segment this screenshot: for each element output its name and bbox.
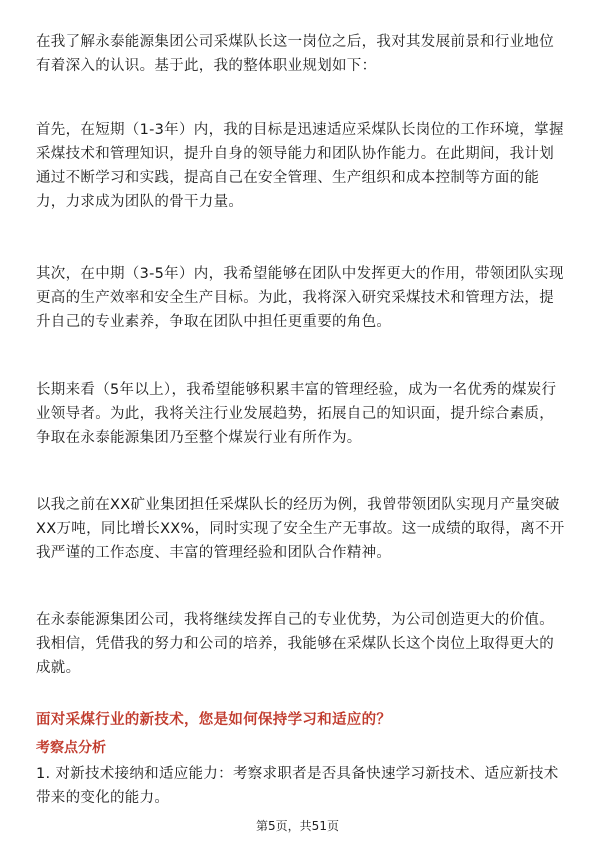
paragraph-intro: 在我了解永泰能源集团公司采煤队长这一岗位之后，我对其发展前景和行业地位有着深入的认识。基于此，我的整体职业规划如下： [36, 34, 554, 74]
paragraph-conclusion: 在永泰能源集团公司，我将继续发挥自己的专业优势，为公司创造更大的价值。我相信，凭借我的努力和公司的培养，我能够在采煤队长这个岗位上取得更大的成就。 [36, 612, 554, 676]
paragraph-mid-term: 其次，在中期（3-5年）内，我希望能够在团队中发挥更大的作用，带领团队实现更高的生产效率和安全生产目标。为此，我将深入研究采煤技术和管理方法，提升自己的专业素养，争取在团队中担任更重要的角色。 [36, 266, 564, 330]
paragraph-long-term: 长期来看（5年以上），我希望能够积累丰富的管理经验，成为一名优秀的煤炭行业领导者。为此，我将关注行业发展趋势，拓展自己的知识面，提升综合素质，争取在永泰能源集团乃至整个煤炭行业有所作为。 [36, 382, 557, 446]
page-number-footer: 第5页，共51页 [256, 819, 339, 833]
analysis-item: 1. 对新技术接纳和适应能力：考察求职者是否具备快速学习新技术、适应新技术带来的变化的能力。 [36, 766, 559, 806]
paragraph-short-term: 首先，在短期（1-3年）内，我的目标是迅速适应采煤队长岗位的工作环境，掌握采煤技术和管理知识，提升自身的领导能力和团队协作能力。在此期间，我计划通过不断学习和实践，提高自己在安全管理、生产组织和成本控制等方面的能力，力求成为团队的骨干力量。 [36, 122, 564, 210]
paragraph-experience: 以我之前在XX矿业集团担任采煤队长的经历为例，我曾带领团队实现月产量突破XX万吨，同比增长XX%，同时实现了安全生产无事故。这一成绩的取得，离不开我严谨的工作态度、丰富的管理经验和团队合作精神。 [36, 497, 565, 561]
question-heading: 面对采煤行业的新技术，您是如何保持学习和适应的？ [36, 712, 392, 728]
analysis-heading: 考察点分析 [36, 740, 106, 756]
